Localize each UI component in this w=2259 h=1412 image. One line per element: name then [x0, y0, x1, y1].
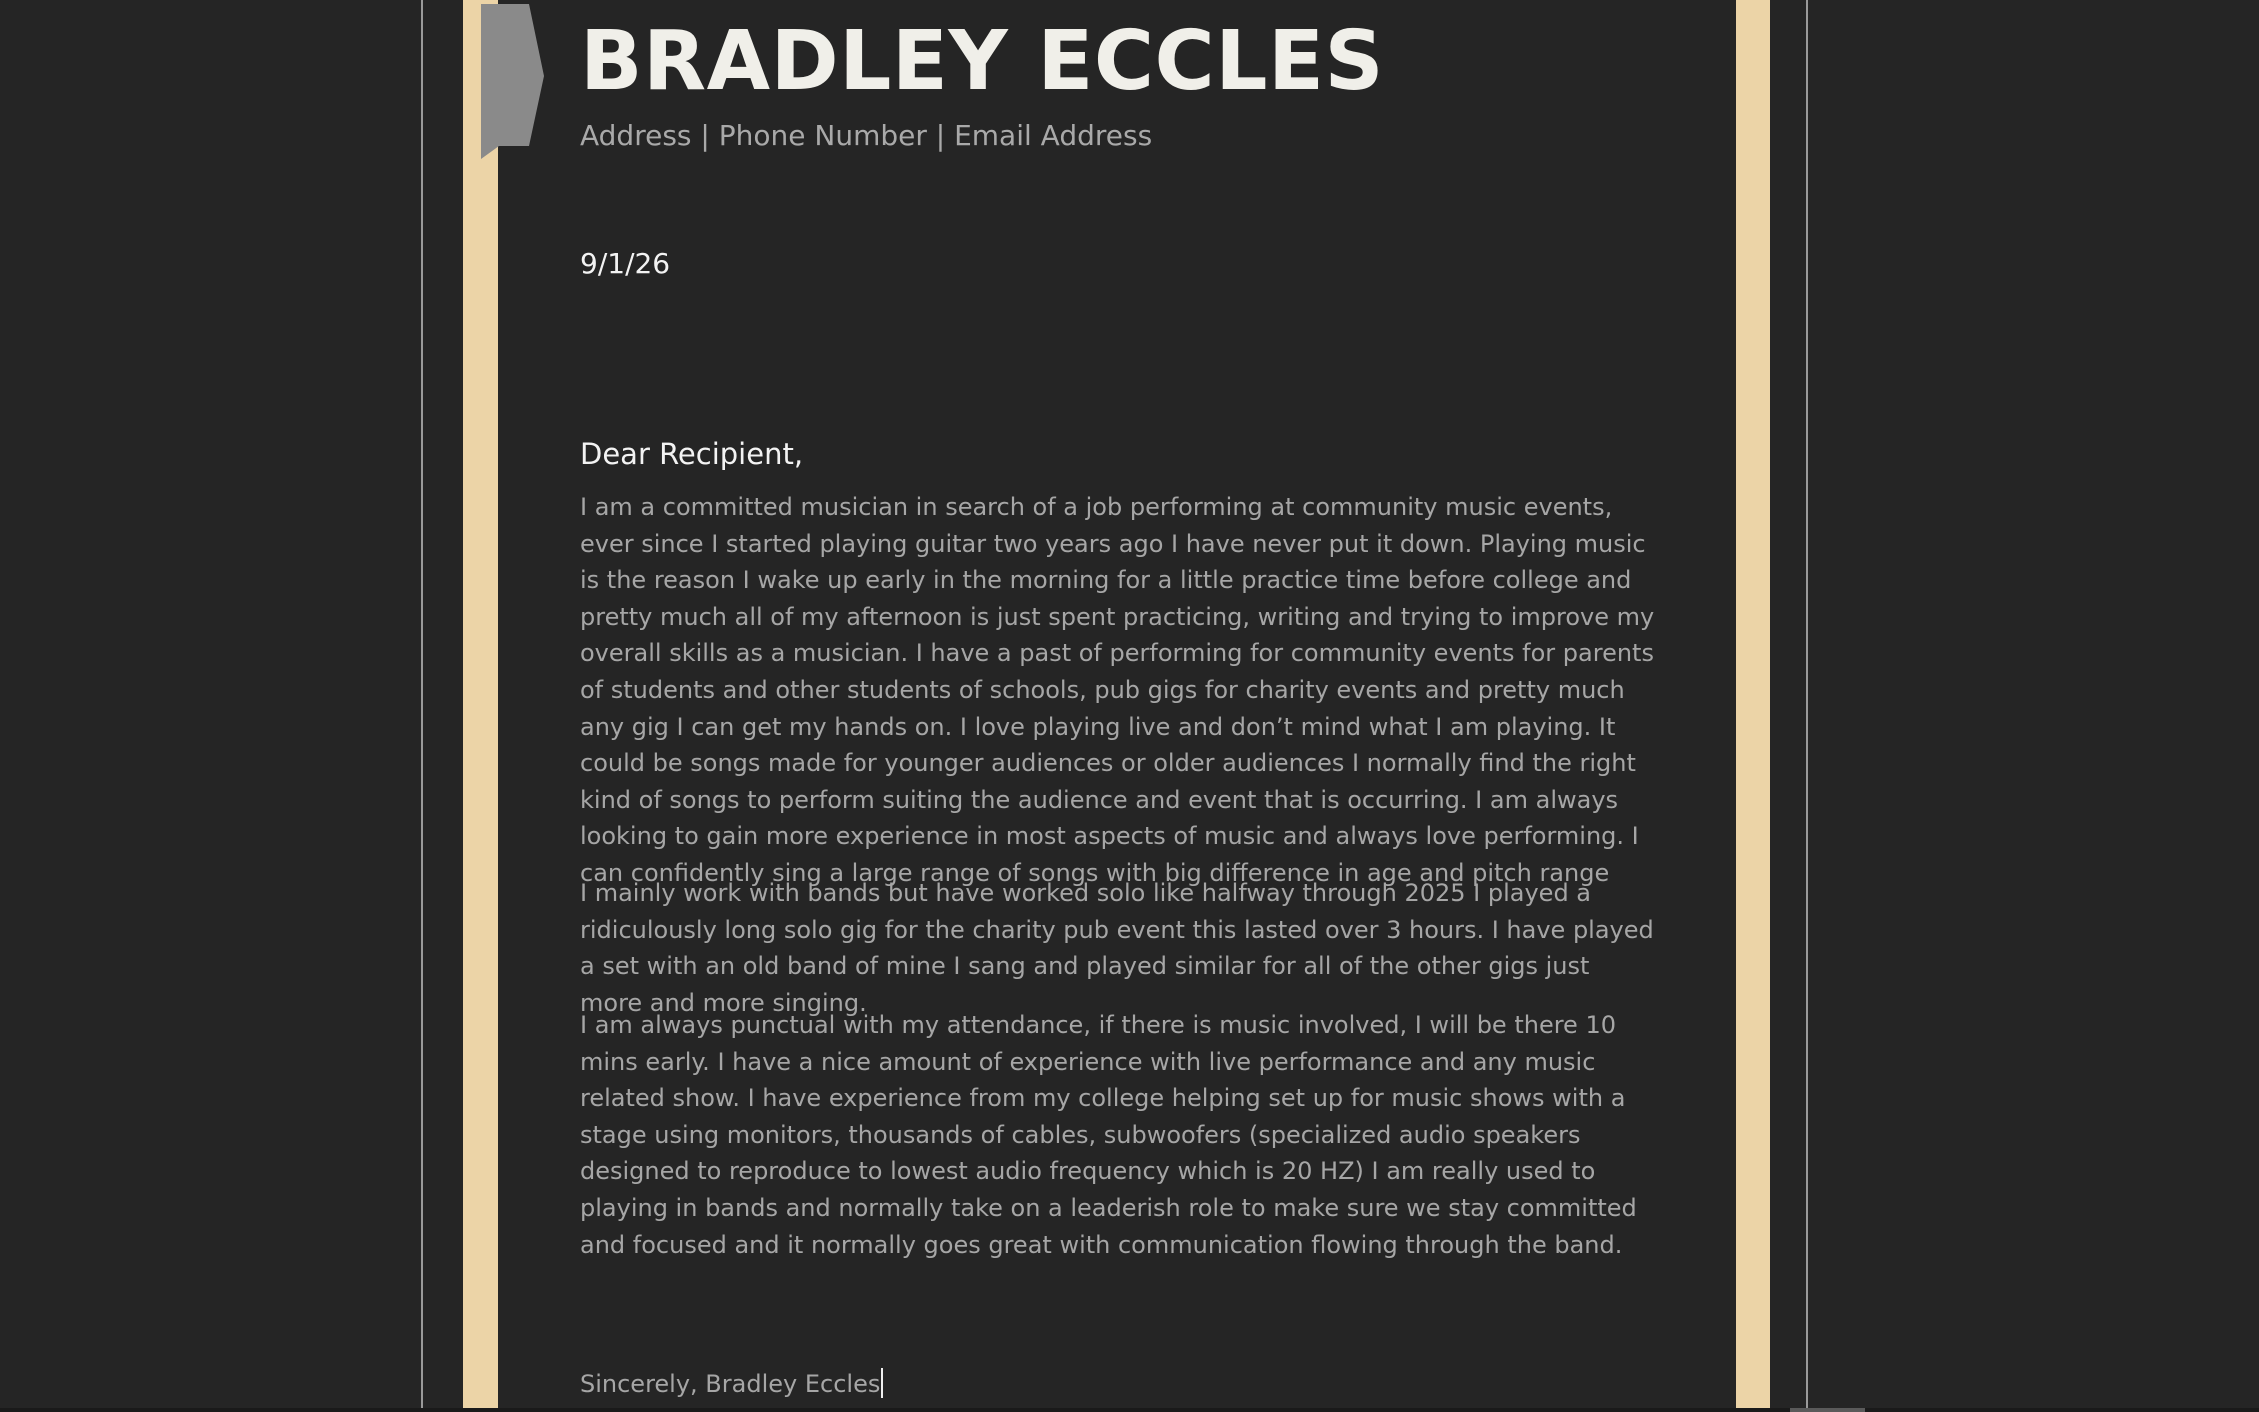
- bottom-edge: [0, 1408, 2259, 1412]
- accent-stripe-left: [463, 0, 498, 1412]
- salutation[interactable]: Dear Recipient,: [580, 437, 804, 471]
- body-paragraph-3[interactable]: I am always punctual with my attendance, if there is music involved, I will be there 10 mins early. I have a nice amount of experience with live performance and any music related show. I have experience from my college helping set up for music shows with a stage using monitors, thousands of cables, subwoofers (specialized audio speakers designed to reproduce to lowest audio frequency which is 20 HZ) I am really used to playing in bands and normally take on a leaderish role to make sure we stay committed and focused and it normally goes great with communication flowing through the band.: [580, 1011, 1637, 1259]
- contact-line[interactable]: Address | Phone Number | Email Address: [580, 119, 1153, 152]
- text-cursor: [881, 1368, 883, 1398]
- sender-name[interactable]: BRADLEY ECCLES: [580, 14, 1385, 109]
- page-edge-right: [1806, 0, 1808, 1408]
- header-tab-shape: [479, 4, 544, 159]
- closing-line[interactable]: [580, 1366, 883, 1402]
- body-paragraph-1[interactable]: I am a committed musician in search of a job performing at community music events, ever since I started playing guitar two years ago I have never put it down. Playing music is the reason I wake up early in the morning for a little practice time before college and pretty much all of my afternoon is just spent practicing, writing and trying to improve my overall skills as a musician. I have a past of performing for community events for parents of students and other students of schools, pub gigs for charity events and pretty much any gig I can get my hands on. I love playing live and don’t mind what I am playing. It could be songs made for younger audiences or older audiences I normally find the right kind of songs to perform suiting the audience and event that is occurring. I am always looking to gain more experience in most aspects of music and always love performing. I can confidently sing a large range of songs with big difference in age and pitch range: [580, 493, 1655, 887]
- accent-stripe-right: [1736, 0, 1770, 1412]
- closing-text: Sincerely, Bradley Eccles: [580, 1370, 881, 1398]
- scroll-indicator[interactable]: [1790, 1408, 1865, 1412]
- letter-date[interactable]: 9/1/26: [580, 247, 671, 280]
- body-paragraph-2[interactable]: I mainly work with bands but have worked solo like halfway through 2025 I played a ridiculously long solo gig for the charity pub event this lasted over 3 hours. I have played a set with an old band of mine I sang and played similar for all of the other gigs just more and more singing.: [580, 879, 1654, 1017]
